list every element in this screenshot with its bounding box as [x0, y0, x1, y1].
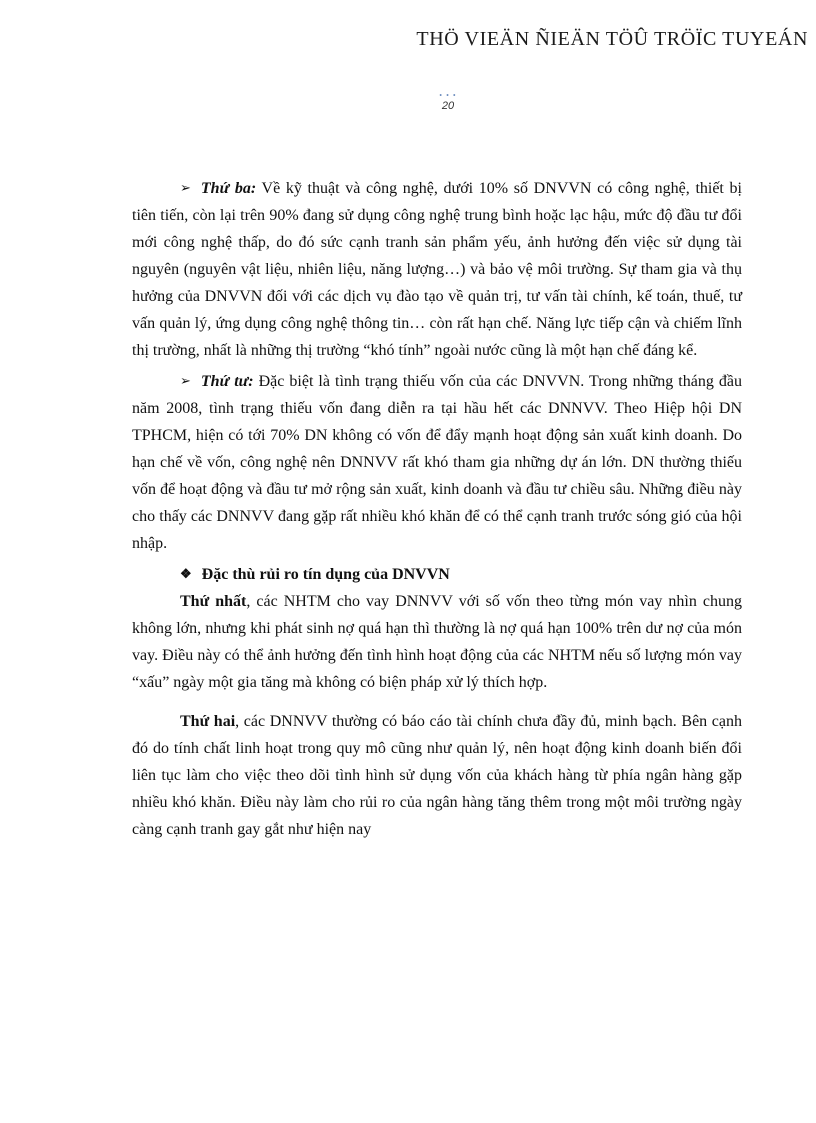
page-dots-ornament: • • •	[439, 91, 457, 100]
document-body	[132, 174, 742, 846]
paragraph-thu-ba	[132, 174, 742, 364]
paragraph-lead: Thứ tư:	[200, 373, 254, 390]
paragraph-thu-tu	[132, 367, 742, 557]
section-heading	[132, 560, 742, 588]
paragraph-text: Về kỹ thuật và công nghệ, dưới 10% số DNVVN có công nghệ, thiết bị tiên tiến, còn lại trên 90% đang sử dụng công nghệ trung bình hoặc lạc hậu, mức độ đầu tư đổi mới công nghệ thấp, do đó sức cạnh tranh sản phẩm yếu, ảnh hưởng đến việc sử dụng tài nguyên (nguyên vật liệu, nhiên liệu, năng lượng…) và bảo vệ môi trường. Sự tham gia và thụ hưởng của DNVVN đối với các dịch vụ đào tạo về quản trị, tư vấn tài chính, kế toán, thuế, tư vấn quản lý, ứng dụng công nghệ thông tin… còn rất hạn chế. Năng lực tiếp cận và chiếm lĩnh thị trường, nhất là những thị trường “khó tính” ngoài nước cũng là một hạn chế đáng kể.	[132, 180, 742, 359]
paragraph-thu-hai	[132, 708, 742, 843]
section-heading-text: Đặc thù rủi ro tín dụng của DNVVN	[201, 566, 450, 583]
arrow-bullet-icon: ➢	[180, 180, 191, 195]
page-number-block	[420, 92, 476, 112]
diamond-bullet-icon: ❖	[180, 566, 192, 581]
page-number: 20	[441, 100, 455, 112]
paragraph-text: Đặc biệt là tình trạng thiếu vốn của các DNVVN. Trong những tháng đầu năm 2008, tình trạng thiếu vốn đang diễn ra tại hầu hết các DNNVV. Theo Hiệp hội DN TPHCM, hiện có tới 70% DN không có vốn để đẩy mạnh hoạt động sản xuất kinh doanh. Do hạn chế về vốn, công nghệ nên DNNVV rất khó tham gia những dự án lớn. DN thường thiếu vốn để hoạt động và đầu tư mở rộng sản xuất, kinh doanh và đầu tư chiều sâu. Những điều này cho thấy các DNNVV đang gặp rất nhiều khó khăn để có thể cạnh tranh trước sóng gió của hội nhập.	[132, 373, 742, 552]
paragraph-lead: Thứ hai	[180, 713, 236, 730]
paragraph-text: , các DNNVV thường có báo cáo tài chính chưa đầy đủ, minh bạch. Bên cạnh đó do tính chất linh hoạt trong quy mô cũng như quản lý, nên hoạt động kinh doanh biến đổi liên tục làm cho việc theo dõi tình hình sử dụng vốn của khách hàng từ phía ngân hàng gặp nhiều khó khăn. Điều này làm cho rủi ro của ngân hàng tăng thêm trong một môi trường ngày càng cạnh tranh gay gắt như hiện nay	[132, 713, 743, 838]
paragraph-text: , các NHTM cho vay DNNVV với số vốn theo từng món vay nhìn chung không lớn, nhưng khi phát sinh nợ quá hạn thì thường là nợ quá hạn 100% trên dư nợ của món vay. Điều này có thể ảnh hưởng đến tình hình hoạt động của các NHTM nếu số lượng món vay “xấu” ngày một gia tăng mà không có biện pháp xử lý thích hợp.	[132, 593, 742, 691]
paragraph-thu-nhat	[132, 588, 742, 696]
paragraph-lead: Thứ nhất	[180, 593, 247, 610]
library-header-title: THÖ VIEÄN ÑIEÄN TÖÛ TRÖÏC TUYEÁN	[416, 28, 808, 50]
arrow-bullet-icon: ➢	[180, 373, 191, 388]
paragraph-lead: Thứ ba:	[200, 180, 257, 197]
paragraph-spacer	[132, 699, 742, 708]
